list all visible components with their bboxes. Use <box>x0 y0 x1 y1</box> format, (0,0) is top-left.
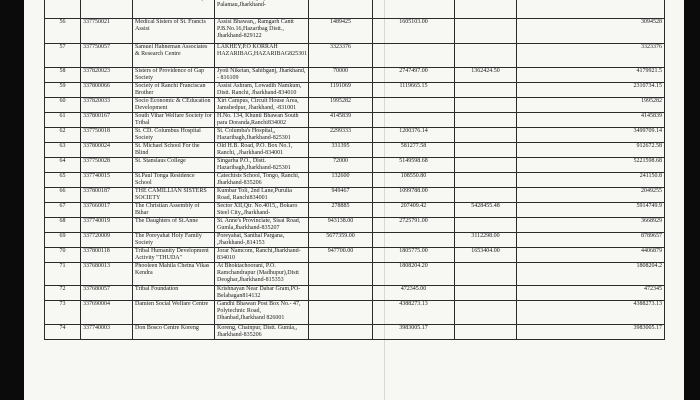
amount-cell-2 <box>373 0 455 19</box>
fcra-code-cell: 337750018 <box>81 128 133 143</box>
serial-number-cell: 62 <box>45 128 81 143</box>
table-row <box>45 173 665 188</box>
organisation-name-cell: St. Stanslaus College <box>133 158 215 173</box>
serial-number-cell: 63 <box>45 143 81 158</box>
amount-cell-1 <box>309 286 373 301</box>
serial-number-cell: 58 <box>45 68 81 83</box>
organisation-name-cell: St. CD. Columbus Hospital Society <box>133 128 215 143</box>
address-cell: Assisi Ashram, Lowadih Namkum, Distt. Ranchi, Jharkhand-834010 <box>215 83 309 98</box>
address-cell: Kumbar Toli, 2nd Lane,Purulia Road, Ranchi834001 <box>215 188 309 203</box>
amount-cell-3 <box>455 218 517 233</box>
table-row <box>45 218 665 233</box>
table-row <box>45 301 665 325</box>
amount-cell-3 <box>455 44 517 68</box>
table-row <box>45 286 665 301</box>
organisations-table <box>44 0 665 340</box>
serial-number-cell: 71 <box>45 263 81 286</box>
serial-number-cell: 74 <box>45 325 81 340</box>
amount-cell-1: 943138.00 <box>309 218 373 233</box>
amount-cell-2: 2725791.00 <box>373 218 455 233</box>
total-amount-cell: 241150.8 <box>517 173 665 188</box>
total-amount-cell: 912672.58 <box>517 143 665 158</box>
organisation-name-cell: Sisters of Providence of Gap Society <box>133 68 215 83</box>
address-cell: Old H.B. Road, P.O. Box No.1, Ranchi, ,Jharkhand-834001 <box>215 143 309 158</box>
fcra-code-cell <box>81 0 133 19</box>
organisation-name-cell: Medical Sisters of St. Francis Assisi <box>133 19 215 44</box>
amount-cell-1: 3323376 <box>309 44 373 68</box>
organisation-name-cell: Society of Ranchi Franciscan Brother <box>133 83 215 98</box>
organisation-name-cell: Samuel Hahneman Associates & Research Centre <box>133 44 215 68</box>
serial-number-cell: 56 <box>45 19 81 44</box>
amount-cell-2: 207409.42 <box>373 203 455 218</box>
serial-number-cell: 73 <box>45 301 81 325</box>
table-row <box>45 263 665 286</box>
organisation-name-cell: Phooleen Mahila Chetna Vikas Kendra <box>133 263 215 286</box>
amount-cell-2: 1808204.20 <box>373 263 455 286</box>
address-cell: LAKHEY,P.O KORRAH HAZARIBAG,HAZARIBAG825301 <box>215 44 309 68</box>
fcra-code-cell: 337820023 <box>81 68 133 83</box>
fcra-code-cell: 337800118 <box>81 248 133 263</box>
serial-number-cell: 72 <box>45 286 81 301</box>
amount-cell-2 <box>373 113 455 128</box>
total-amount-cell: 472345 <box>517 286 665 301</box>
amount-cell-3 <box>455 301 517 325</box>
amount-cell-2: 4388273.13 <box>373 301 455 325</box>
address-cell: Krishnayan Near Dabar Gram,PO-Belabagan814132 <box>215 286 309 301</box>
address-cell: Catechists School, Tongo, Ranchi, Jharkhand-835206 <box>215 173 309 188</box>
table-row <box>45 248 665 263</box>
total-amount-cell: 8789657 <box>517 233 665 248</box>
table-row <box>45 233 665 248</box>
organisation-name-cell: South Vihar Welfare Society for Tribal <box>133 113 215 128</box>
amount-cell-1: 70000 <box>309 68 373 83</box>
organisation-name-cell: The Daughters of St.Anne <box>133 218 215 233</box>
address-cell: Poreyahat, Santhal Pargana, ,Jharkhand-,814153 <box>215 233 309 248</box>
serial-number-cell: 60 <box>45 98 81 113</box>
amount-cell-2: 3983005.17 <box>373 325 455 340</box>
amount-cell-2 <box>373 44 455 68</box>
address-cell: Singarha P.O., Distt. Hazaribagh,Jharkhand-825301 <box>215 158 309 173</box>
address-cell: St. Anne's Provinciate, Sisai Road, Gumla,Jharkhand-835207 <box>215 218 309 233</box>
amount-cell-1: 72000 <box>309 158 373 173</box>
total-amount-cell: 2310734.15 <box>517 83 665 98</box>
organisation-name-cell: Tribal Humanity Development Activity "THUDA" <box>133 248 215 263</box>
amount-cell-2: 1099788.00 <box>373 188 455 203</box>
organisation-name-cell: Tribal Foundation <box>133 286 215 301</box>
amount-cell-2 <box>373 233 455 248</box>
fcra-code-cell: 337660017 <box>81 203 133 218</box>
amount-cell-1 <box>309 263 373 286</box>
address-cell: Palamau,Jharkhand- <box>215 0 309 19</box>
serial-number-cell: 57 <box>45 44 81 68</box>
amount-cell-2: 1200376.14 <box>373 128 455 143</box>
amount-cell-2: 1605103.00 <box>373 19 455 44</box>
amount-cell-1: 4145839 <box>309 113 373 128</box>
total-amount-cell: 3323376 <box>517 44 665 68</box>
organisation-name-cell: The Christian Assembly of Bihar <box>133 203 215 218</box>
amount-cell-3 <box>455 98 517 113</box>
total-amount-cell <box>517 0 665 19</box>
address-cell: Sector XII,Qtr. No.4015,, Bokaro Steel City,,Jharkhand- <box>215 203 309 218</box>
amount-cell-3 <box>455 173 517 188</box>
total-amount-cell: 2049255 <box>517 188 665 203</box>
fcra-code-cell: 337720009 <box>81 233 133 248</box>
fcra-code-cell: 337750021 <box>81 19 133 44</box>
amount-cell-1: 132600 <box>309 173 373 188</box>
amount-cell-3 <box>455 263 517 286</box>
fcra-code-cell: 337740003 <box>81 325 133 340</box>
fcra-code-cell: 337820033 <box>81 98 133 113</box>
table-row <box>45 68 665 83</box>
serial-number-cell: 61 <box>45 113 81 128</box>
address-cell: Jorar Namcom, Ranchi,Jharkhand-834010 <box>215 248 309 263</box>
amount-cell-3 <box>455 128 517 143</box>
table-row <box>45 98 665 113</box>
organisation-name-cell: THE CAMILLIAN SISTERS SOCIETY <box>133 188 215 203</box>
total-amount-cell: 3668929 <box>517 218 665 233</box>
table-row <box>45 83 665 98</box>
fcra-code-cell: 337680013 <box>81 263 133 286</box>
amount-cell-1: 5677359.00 <box>309 233 373 248</box>
total-amount-cell: 4179921.5 <box>517 68 665 83</box>
address-cell: H.No. 134, Khunti Bhawan South para Doranda,Ranchi834002 <box>215 113 309 128</box>
total-amount-cell: 1808204.2 <box>517 263 665 286</box>
amount-cell-1: 947700.00 <box>309 248 373 263</box>
amount-cell-1: 1489425 <box>309 19 373 44</box>
total-amount-cell: 4388273.13 <box>517 301 665 325</box>
amount-cell-1: 2299333 <box>309 128 373 143</box>
serial-number-cell <box>45 0 81 19</box>
amount-cell-3 <box>455 113 517 128</box>
table-row <box>45 19 665 44</box>
amount-cell-3 <box>455 325 517 340</box>
amount-cell-2: 472345.00 <box>373 286 455 301</box>
organisation-name-cell: Damien Social Welfare Centre <box>133 301 215 325</box>
amount-cell-2: 5149598.68 <box>373 158 455 173</box>
table-row <box>45 325 665 340</box>
table-row <box>45 44 665 68</box>
address-cell: St. Columba's Hospital,, Hazaribagh,Jharkhand-825301 <box>215 128 309 143</box>
table-row <box>45 188 665 203</box>
total-amount-cell: 3983005.17 <box>517 325 665 340</box>
serial-number-cell: 65 <box>45 173 81 188</box>
fcra-code-cell: 337750028 <box>81 158 133 173</box>
address-cell: Jyoti Niketan, Sahibganj, Jharkhand, - 816109 <box>215 68 309 83</box>
fcra-code-cell: 337680057 <box>81 286 133 301</box>
amount-cell-3 <box>455 188 517 203</box>
serial-number-cell: 68 <box>45 218 81 233</box>
address-cell: At Bhoktachoorani, P.O. Ramchandrapur (Madhupur),Distt Deoghar,Jharkhand-815353 <box>215 263 309 286</box>
amount-cell-2: 108550.80 <box>373 173 455 188</box>
serial-number-cell: 59 <box>45 83 81 98</box>
organisation-name-cell: The Poreyahat Holy Family Society <box>133 233 215 248</box>
table-body <box>45 0 665 340</box>
address-cell: Xiri Campus, Circuit House Area, Jamshedpur, Jharkhand, -831001 <box>215 98 309 113</box>
table-row <box>45 158 665 173</box>
organisation-name-cell: Socio Economic & CEducation Development <box>133 98 215 113</box>
amount-cell-1 <box>309 301 373 325</box>
amount-cell-1 <box>309 325 373 340</box>
amount-cell-2: 1119665.15 <box>373 83 455 98</box>
total-amount-cell: 4145839 <box>517 113 665 128</box>
fcra-code-cell: 337800024 <box>81 143 133 158</box>
serial-number-cell: 66 <box>45 188 81 203</box>
amount-cell-1: 1191069 <box>309 83 373 98</box>
fcra-code-cell: 337740015 <box>81 173 133 188</box>
fcra-code-cell: 337740019 <box>81 218 133 233</box>
table-row <box>45 143 665 158</box>
amount-cell-1: 331395 <box>309 143 373 158</box>
organisation-name-cell: St.Paul Tonga Residence School <box>133 173 215 188</box>
total-amount-cell: 3094528 <box>517 19 665 44</box>
amount-cell-3 <box>455 143 517 158</box>
address-cell: Koreng, Chainpur, Distt. Gumla,, Jharkhand-835206 <box>215 325 309 340</box>
total-amount-cell: 5221598.68 <box>517 158 665 173</box>
total-amount-cell: 5914749.9 <box>517 203 665 218</box>
amount-cell-3 <box>455 158 517 173</box>
total-amount-cell: 4406879 <box>517 248 665 263</box>
amount-cell-3 <box>455 19 517 44</box>
amount-cell-3 <box>455 0 517 19</box>
fcra-code-cell: 337750057 <box>81 44 133 68</box>
total-amount-cell: 3499709.14 <box>517 128 665 143</box>
amount-cell-1: 1995282 <box>309 98 373 113</box>
address-cell: Assisi Bhawan,, Ramgarh Cantt P.B.No.16,Hazaribag Distt., Jharkhand-829122 <box>215 19 309 44</box>
serial-number-cell: 64 <box>45 158 81 173</box>
organisation-name-cell: Don Bosco Centre Koreng <box>133 325 215 340</box>
amount-cell-2 <box>373 98 455 113</box>
amount-cell-3: 5428455.48 <box>455 203 517 218</box>
amount-cell-1 <box>309 0 373 19</box>
serial-number-cell: 67 <box>45 203 81 218</box>
table-row <box>45 128 665 143</box>
total-amount-cell: 1995282 <box>517 98 665 113</box>
amount-cell-3: 3112298.00 <box>455 233 517 248</box>
table-row <box>45 113 665 128</box>
serial-number-cell: 70 <box>45 248 81 263</box>
amount-cell-1: 949467 <box>309 188 373 203</box>
fcra-code-cell: 337800066 <box>81 83 133 98</box>
organisation-name-cell: St. Michael School For the Blind <box>133 143 215 158</box>
table-row <box>45 0 665 19</box>
scanned-page <box>24 0 684 400</box>
amount-cell-3: 1362424.50 <box>455 68 517 83</box>
address-cell: Gandhi Bhawan Post Box No.- 47, Polytechnic Road, Dhanbad,Jharkhand 826001 <box>215 301 309 325</box>
amount-cell-3 <box>455 83 517 98</box>
amount-cell-2: 1805775.00 <box>373 248 455 263</box>
serial-number-cell: 69 <box>45 233 81 248</box>
organisation-name-cell <box>133 0 215 19</box>
fcra-code-cell: 337800167 <box>81 113 133 128</box>
amount-cell-2: 2747497.00 <box>373 68 455 83</box>
table-row <box>45 203 665 218</box>
amount-cell-3: 1653404.00 <box>455 248 517 263</box>
amount-cell-1: 278885 <box>309 203 373 218</box>
fcra-code-cell: 337800187 <box>81 188 133 203</box>
fcra-code-cell: 337690004 <box>81 301 133 325</box>
amount-cell-3 <box>455 286 517 301</box>
amount-cell-2: 581277.58 <box>373 143 455 158</box>
